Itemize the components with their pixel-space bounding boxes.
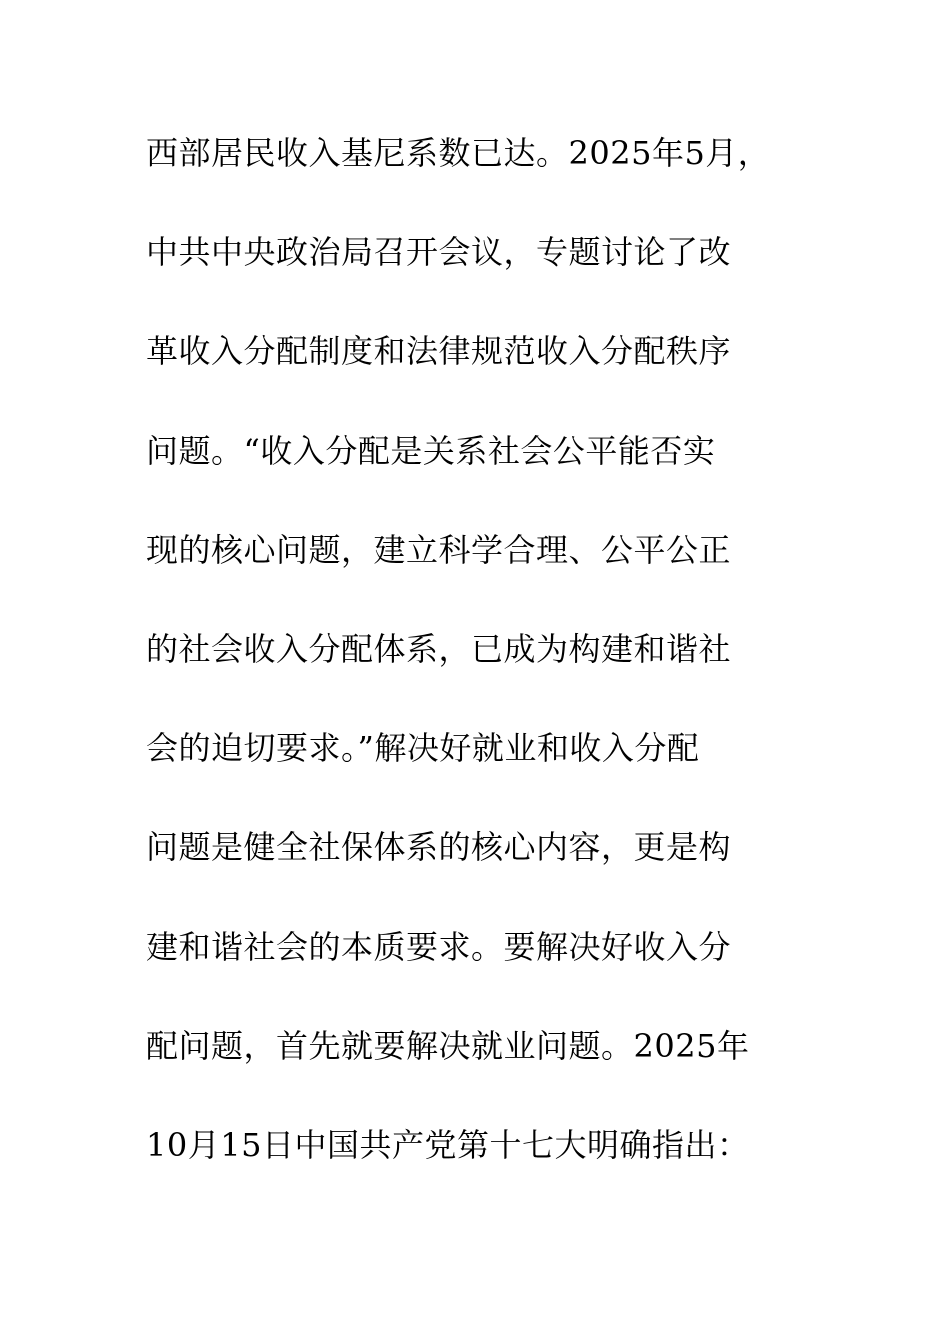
- text-line: 中共中央政治局召开会议，专题讨论了改: [146, 233, 732, 272]
- text-line: 问题是健全社保体系的核心内容，更是构: [146, 828, 732, 867]
- body-text: [146, 124, 836, 1215]
- text-line: 会的迫切要求。”解决好就业和收入分配: [146, 729, 700, 768]
- text-line: 现的核心问题，建立科学合理、公平公正: [146, 530, 732, 569]
- text-line: 革收入分配制度和法律规范收入分配秩序: [146, 332, 732, 371]
- text-line: 的社会收入分配体系，已成为构建和谐社: [146, 629, 732, 668]
- text-line: 西部居民收入基尼系数已达。2025年5月，: [146, 134, 771, 172]
- text-line: 配问题，首先就要解决就业问题。2025年: [146, 1026, 750, 1065]
- text-line: 问题。“收入分配是关系社会公平能否实: [146, 431, 716, 470]
- text-line: 10月15日中国共产党第十七大明确指出：: [146, 1125, 750, 1164]
- text-line: 建和谐社会的本质要求。要解决好收入分: [146, 927, 732, 966]
